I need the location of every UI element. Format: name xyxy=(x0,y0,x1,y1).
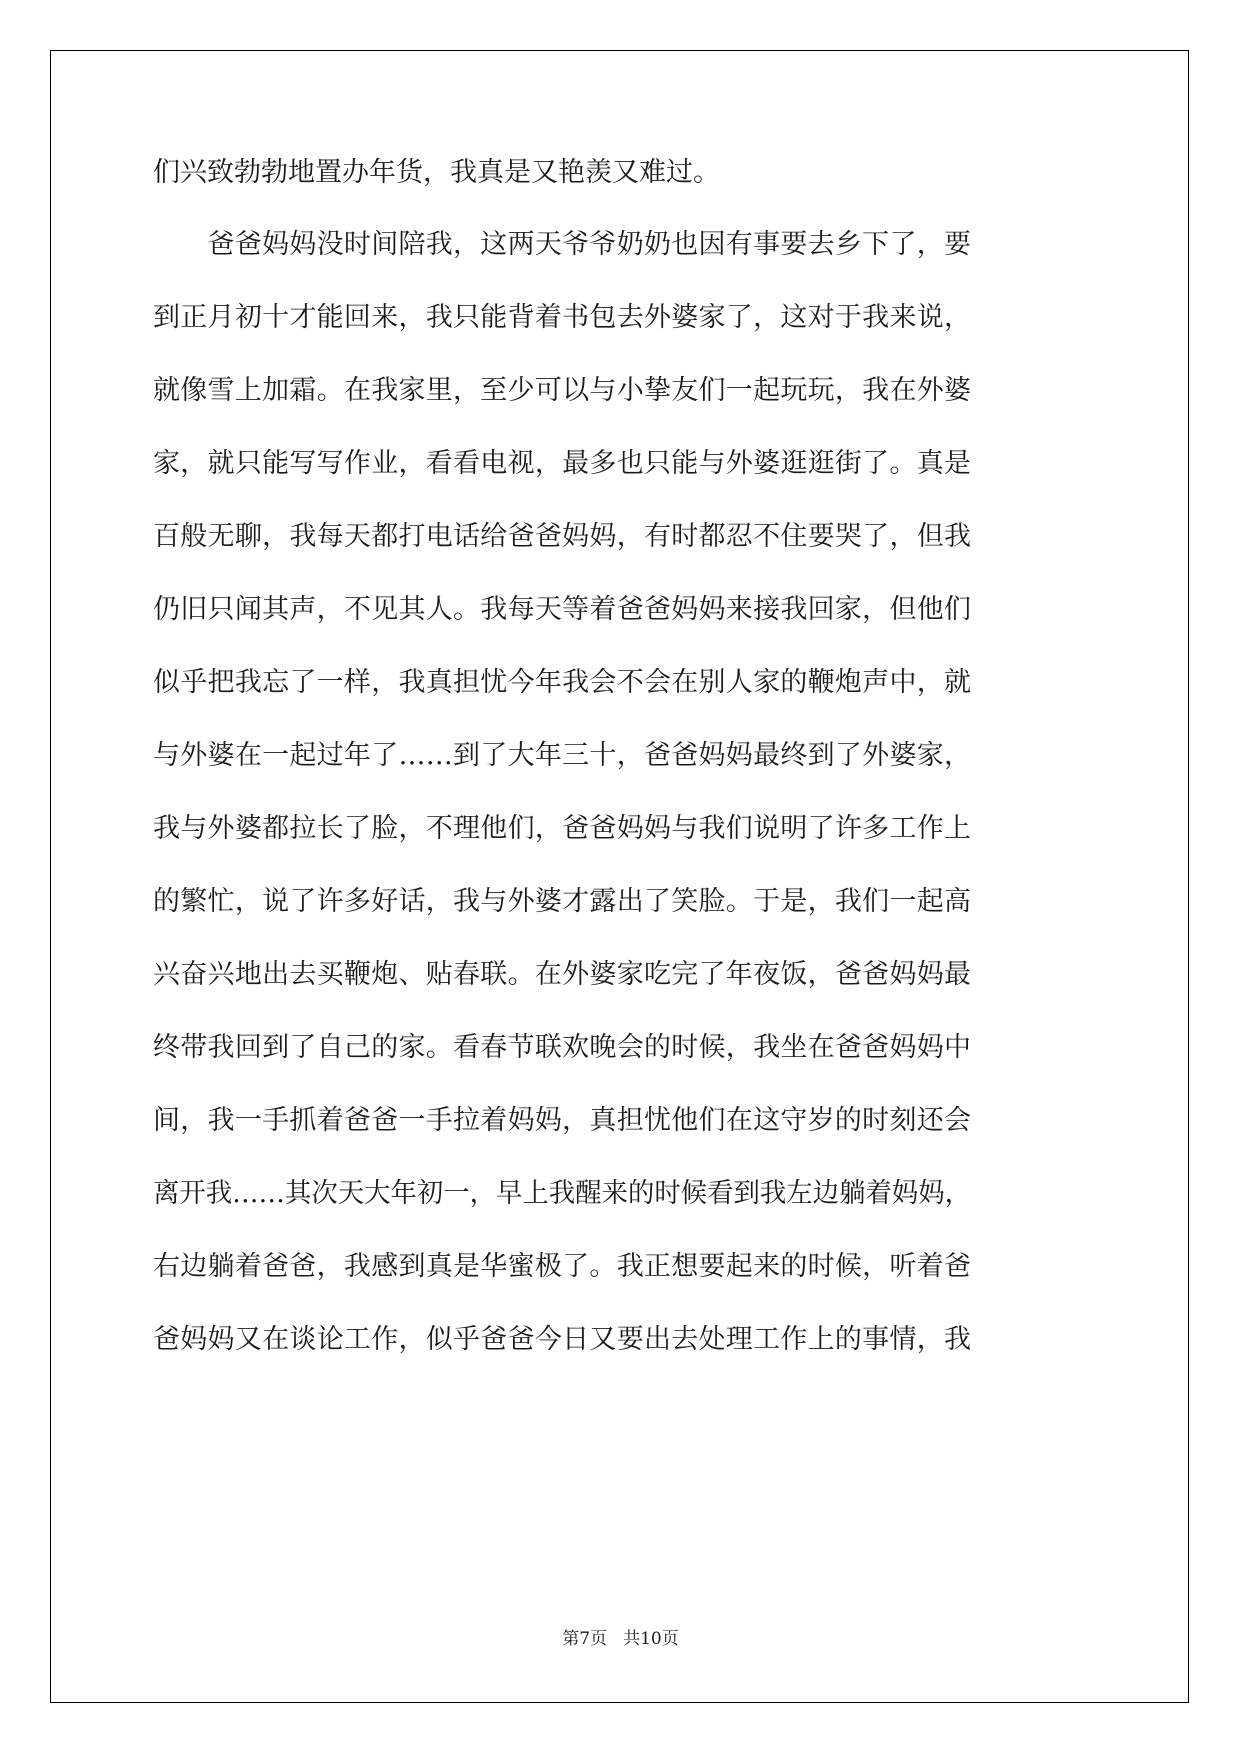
text-line: 爸妈妈又在谈论工作，似乎爸爸今日又要出去处理工作上的事情，我 xyxy=(153,1324,972,1355)
text-line: 们兴致勃勃地置办年货，我真是又艳羡又难过。 xyxy=(153,157,720,188)
text-line: 就像雪上加霜。在我家里，至少可以与小挚友们一起玩玩，我在外婆 xyxy=(153,375,972,406)
text-line: 离开我……其次天大年初一，早上我醒来的时候看到我左边躺着妈妈， xyxy=(153,1178,972,1209)
text-line: 间，我一手抓着爸爸一手拉着妈妈，真担忧他们在这守岁的时刻还会 xyxy=(153,1105,972,1136)
page-number: 第7页 xyxy=(562,1629,608,1649)
text-line: 右边躺着爸爸，我感到真是华蜜极了。我正想要起来的时候，听着爸 xyxy=(153,1251,972,1282)
text-line: 仍旧只闻其声，不见其人。我每天等着爸爸妈妈来接我回家，但他们 xyxy=(153,594,972,625)
text-line: 似乎把我忘了一样，我真担忧今年我会不会在别人家的鞭炮声中，就 xyxy=(153,667,972,698)
text-line: 爸爸妈妈没时间陪我，这两天爷爷奶奶也因有事要去乡下了，要 xyxy=(153,229,972,260)
text-line: 到正月初十才能回来，我只能背着书包去外婆家了，这对于我来说， xyxy=(153,302,972,333)
page-footer xyxy=(0,1628,1241,1650)
text-line: 的繁忙，说了许多好话，我与外婆才露出了笑脸。于是，我们一起高 xyxy=(153,886,972,917)
text-line: 兴奋兴地出去买鞭炮、贴春联。在外婆家吃完了年夜饭，爸爸妈妈最 xyxy=(153,959,972,990)
text-line: 我与外婆都拉长了脸，不理他们，爸爸妈妈与我们说明了许多工作上 xyxy=(153,813,972,844)
text-line: 与外婆在一起过年了……到了大年三十，爸爸妈妈最终到了外婆家， xyxy=(153,740,972,771)
text-line: 家，就只能写写作业，看看电视，最多也只能与外婆逛逛街了。真是 xyxy=(153,448,972,479)
text-line: 百般无聊，我每天都打电话给爸爸妈妈，有时都忍不住要哭了，但我 xyxy=(153,521,972,552)
page-total: 共10页 xyxy=(623,1629,679,1649)
text-line: 终带我回到了自己的家。看春节联欢晚会的时候，我坐在爸爸妈妈中 xyxy=(153,1032,972,1063)
